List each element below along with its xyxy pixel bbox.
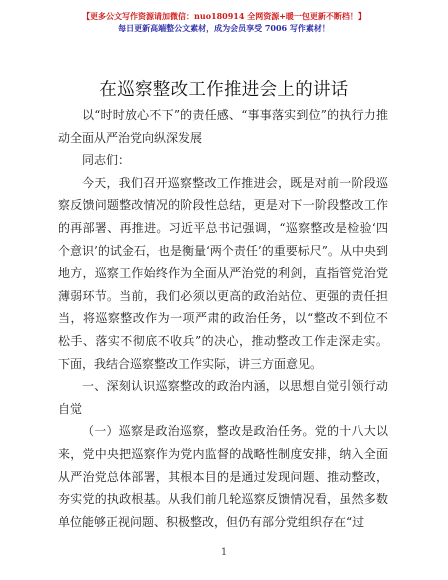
page-number: 1 [220, 547, 228, 558]
promo-line-1: 【更多公文写作资源请加微信：nuo180914 全网资源+暖一包更新不断档！】 [82, 11, 366, 21]
paragraph-section-1-1: （一）巡察是政治巡察，整改是政治任务。党的十八大以来，党中央把巡察作为党内监督的战略性制度安排，纳入全面从严治党总体部署，其根本目的是通过发现问题、推动整改，夯实党的执政根基。从我们前几轮巡察反馈情况看，虽然多数单位能够正视问题、积极整改，但仍有部分党组织存在“过 [58, 424, 388, 529]
salutation: 同志们： [82, 153, 131, 168]
paragraph-intro: 今天，我们召开巡察整改工作推进会，既是对前一阶段巡察反馈问题整改情况的阶段性总结，更是对下一阶段整改工作的再部署、再推进。习近平总书记强调，“巡察整改是检验‘四个意识’的试金石，也是衡量‘两个责任’的重要标尺”。从中央到地方，巡察工作始终作为全面从严治党的利剑，直指管党治党薄弱环节。当前，我们必须以更高的政治站位、更强的责任担当，将巡察整改作为一项严肃的政治任务，以“整改不到位不松手、落实不彻底不收兵”的决心，推动整改工作走深走实。下面，我结合巡察整改工作实际，讲三方面意见。 [58, 175, 388, 371]
section-heading-1: 一、深刻认识巡察整改的政治内涵，以思想自觉引领行动自觉 [58, 379, 388, 416]
document-title: 在巡察整改工作推进会上的讲话 [99, 80, 349, 100]
promo-banner [0, 10, 448, 34]
promo-line-2: 每日更新高端整公文素材，成为会员享受 7006 写作素材！ [118, 23, 330, 33]
document-subtitle: 以“时时放心不下”的责任感、“事事落实到位”的执行力推动全面从严治党向纵深发展 [58, 108, 388, 145]
document-body [58, 104, 388, 533]
